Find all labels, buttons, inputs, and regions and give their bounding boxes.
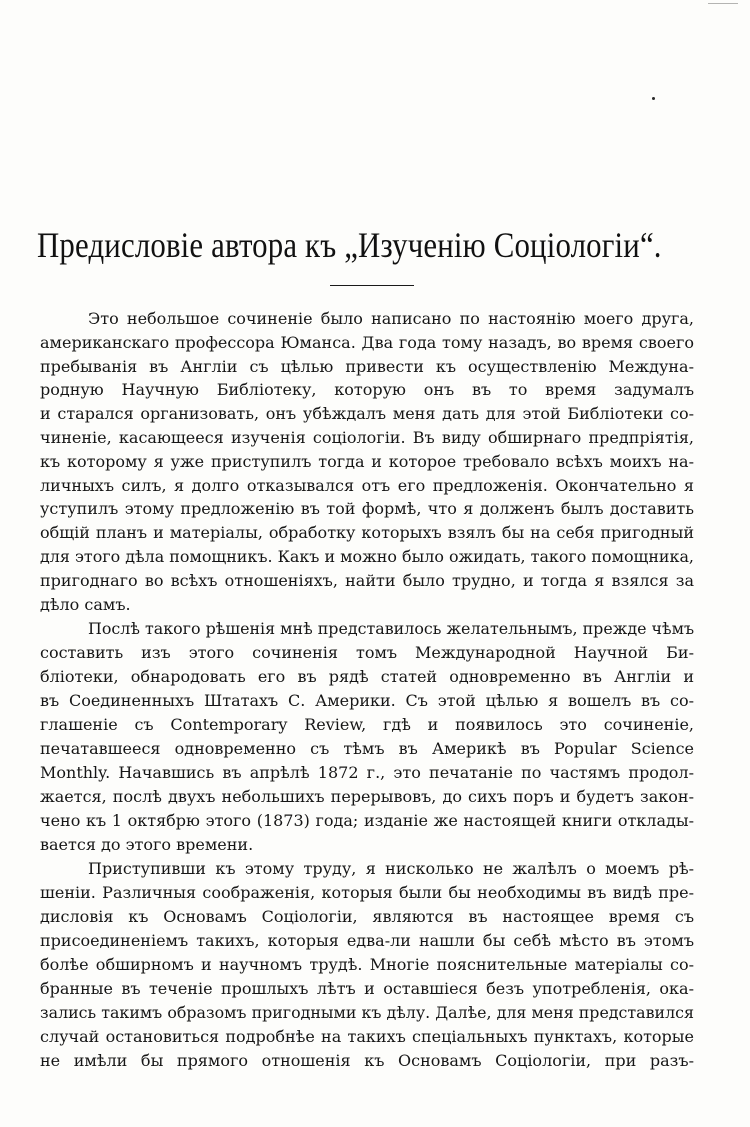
text-line: печатавшееся одновременно съ тѣмъ въ Америкѣ въ Popular Science	[40, 739, 694, 758]
text-line: къ которому я уже приступилъ тогда и которое требовало всѣхъ моихъ на-	[40, 452, 694, 471]
text-line: зались такимъ образомъ пригодными къ дѣлу. Далѣе, для меня представился	[40, 1003, 694, 1022]
text-line: родную Научную Библіотеку, которую онъ въ то время задумалъ	[40, 380, 694, 399]
text-line: американскаго профессора Юманса. Два года тому назадъ, во время своего	[40, 333, 694, 352]
text-line: Приступивши къ этому труду, я нисколько не жалѣлъ о моемъ рѣ-	[88, 859, 694, 878]
text-line: личныхъ силъ, я долго отказывался отъ его предложенія. Окончательно я	[40, 476, 694, 495]
text-line: чиненіе, касающееся изученія соціологіи. Въ виду обширнаго предпріятія,	[40, 428, 694, 447]
text-line: составить изъ этого сочиненія томъ Международной Научной Би-	[40, 643, 694, 662]
text-line: Послѣ такого рѣшенія мнѣ представилось желательнымъ, прежде чѣмъ	[88, 619, 695, 638]
text-line: случай остановиться подробнѣе на такихъ спеціальныхъ пунктахъ, которые	[40, 1027, 694, 1046]
text-line: Это небольшое сочиненіе было написано по настоянію моего друга,	[88, 309, 694, 328]
print-speck	[652, 97, 655, 100]
text-line: присоединеніемъ такихъ, которыя едва-ли нашли бы себѣ мѣсто въ этомъ	[40, 931, 694, 950]
text-line: дѣло самъ.	[40, 595, 131, 614]
text-line: пригоднаго во всѣхъ отношеніяхъ, найти было трудно, и тогда я взялся за	[40, 571, 694, 590]
text-line: общій планъ и матеріалы, обработку которыхъ взялъ бы на себя пригодный	[40, 523, 694, 542]
text-line: Monthly. Начавшись въ апрѣлѣ 1872 г., это печатаніе по частямъ продол-	[40, 763, 694, 782]
text-line: не имѣли бы прямого отношенія къ Основамъ Соціологіи, при разъ-	[40, 1051, 694, 1070]
chapter-title: Предисловіе автора къ „Изученію Соціологіи“.	[37, 225, 662, 265]
text-line: чено къ 1 октябрю этого (1873) года; изданіе же настоящей книги отклады-	[40, 811, 694, 830]
text-line: глашеніе съ Contemporary Review, гдѣ и появилось это сочиненіе,	[40, 715, 694, 734]
text-line: шеніи. Различныя соображенія, которыя были бы необходимы въ видѣ пре-	[40, 883, 694, 902]
text-line: бранные въ теченіе прошлыхъ лѣтъ и оставшіеся безъ употребленія, ока-	[40, 979, 694, 998]
text-line: бліотеки, обнародовать его въ рядѣ статей одновременно въ Англіи и	[40, 667, 694, 686]
text-line: пребыванія въ Англіи съ цѣлью привести къ осуществленію Междуна-	[40, 357, 694, 376]
text-line: въ Соединенныхъ Штатахъ С. Америки. Съ этой цѣлью я вошелъ въ со-	[40, 691, 694, 710]
text-line: уступилъ этому предложенію въ той формѣ, что я долженъ былъ доставить	[40, 499, 694, 518]
text-line: для этого дѣла помощникъ. Какъ и можно было ожидать, такого помощника,	[40, 547, 694, 566]
text-line: болѣе обширномъ и научномъ трудѣ. Многіе пояснительные матеріалы со-	[40, 955, 694, 974]
text-line: вается до этого времени.	[40, 835, 254, 854]
text-line: и старался организовать, онъ убѣждалъ меня дать для этой Библіотеки со-	[40, 404, 694, 423]
title-divider	[330, 285, 414, 286]
text-line: дисловія къ Основамъ Соціологіи, являются въ настоящее время съ	[40, 907, 694, 926]
text-line: жается, послѣ двухъ небольшихъ перерывовъ, до сихъ поръ и будетъ закон-	[40, 787, 694, 806]
print-speck	[708, 3, 738, 4]
